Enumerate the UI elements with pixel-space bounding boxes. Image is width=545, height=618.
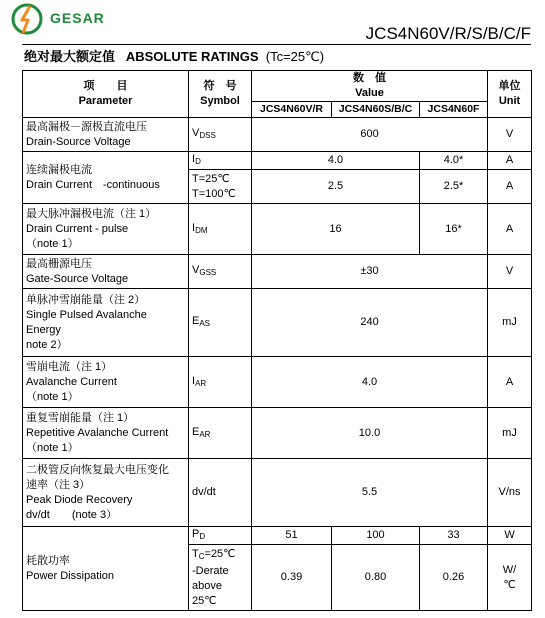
variant-f: JCS4N60F bbox=[420, 102, 488, 118]
unit-id-100: A bbox=[488, 170, 532, 204]
header-symbol: 符 号 Symbol bbox=[189, 71, 252, 118]
value-eas: 240 bbox=[252, 289, 488, 357]
table-row bbox=[23, 118, 532, 152]
model-number: JCS4N60V/R/S/B/C/F bbox=[365, 24, 531, 43]
table-row bbox=[23, 408, 532, 459]
gesar-logo-icon bbox=[10, 2, 44, 36]
table-row bbox=[23, 152, 532, 170]
value-iar: 4.0 bbox=[252, 357, 488, 408]
param-vdss: 最高漏极－源极直流电压 Drain-Source Voltage bbox=[23, 118, 189, 152]
unit-ear: mJ bbox=[488, 408, 532, 459]
value-dvdt: 5.5 bbox=[252, 459, 488, 527]
section-title-en: ABSOLUTE RATINGS bbox=[125, 49, 259, 64]
value-vgss: ±30 bbox=[252, 255, 488, 289]
value-ear: 10.0 bbox=[252, 408, 488, 459]
symbol-eas: $E_{AS}$ bbox=[189, 289, 252, 357]
header-parameter: 项 目 Parameter bbox=[23, 71, 189, 118]
symbol-idm: $I_{DM}$ bbox=[189, 204, 252, 255]
header-divider bbox=[22, 44, 531, 45]
variant-s-b-c: JCS4N60S/B/C bbox=[332, 102, 420, 118]
unit-vdss: V bbox=[488, 118, 532, 152]
unit-iar: A bbox=[488, 357, 532, 408]
derate-pd-f: 0.26 bbox=[420, 545, 488, 611]
symbol-vgss: $V_{GSS}$ bbox=[189, 255, 252, 289]
value-id-100-f: 2.5* bbox=[420, 170, 488, 204]
symbol-iar: $I_{AR}$ bbox=[189, 357, 252, 408]
symbol-id: $I_D$ bbox=[189, 152, 252, 170]
header-unit: 单位 Unit bbox=[488, 71, 532, 118]
value-pd-v-r: 51 bbox=[252, 527, 332, 545]
param-eas: 单脉冲雪崩能量（注 2） Single Pulsed Avalanche Energy note 2） bbox=[23, 289, 189, 357]
section-title-cn: 绝对最大额定值 bbox=[24, 49, 116, 64]
unit-dvdt: V/ns bbox=[488, 459, 532, 527]
param-id: 连续漏极电流 Drain Current -continuous bbox=[23, 152, 189, 204]
param-ear: 重复雪崩能量（注 1） Repetitive Avalanche Current （note 1） bbox=[23, 408, 189, 459]
table-row bbox=[23, 459, 532, 527]
derate-pd-s-b-c: 0.80 bbox=[332, 545, 420, 611]
table-row bbox=[23, 527, 532, 545]
variant-v-r: JCS4N60V/R bbox=[252, 102, 332, 118]
value-vdss: 600 bbox=[252, 118, 488, 152]
param-pd: 耗散功率 Power Dissipation bbox=[23, 527, 189, 611]
table-row bbox=[23, 357, 532, 408]
table-row bbox=[23, 204, 532, 255]
unit-eas: mJ bbox=[488, 289, 532, 357]
unit-derate: W/ ℃ bbox=[488, 545, 532, 611]
param-dvdt: 二极管反向恢复最大电压变化 速率（注 3） Peak Diode Recovery dv/dt (note 3） bbox=[23, 459, 189, 527]
derate-pd-v-r: 0.39 bbox=[252, 545, 332, 611]
table-row bbox=[23, 255, 532, 289]
symbol-pd: $P_D$ bbox=[189, 527, 252, 545]
unit-vgss: V bbox=[488, 255, 532, 289]
unit-idm: A bbox=[488, 204, 532, 255]
brand-name: GESAR bbox=[50, 10, 105, 26]
value-pd-f: 33 bbox=[420, 527, 488, 545]
unit-pd: W bbox=[488, 527, 532, 545]
value-idm-f: 16* bbox=[420, 204, 488, 255]
symbol-dvdt: dv/dt bbox=[189, 459, 252, 527]
cond-pd-derate: $T_C=25℃$ -Derate above 25℃ bbox=[189, 545, 252, 611]
value-id-100: 2.5 bbox=[252, 170, 420, 204]
param-iar: 雪崩电流（注 1） Avalanche Current （note 1） bbox=[23, 357, 189, 408]
param-vgss: 最高栅源电压 Gate-Source Voltage bbox=[23, 255, 189, 289]
absolute-ratings-table bbox=[22, 70, 532, 611]
table-row bbox=[23, 289, 532, 357]
table-header-row bbox=[23, 71, 532, 102]
header-value: 数 值 Value bbox=[252, 71, 488, 102]
param-idm: 最大脉冲漏极电流（注 1） Drain Current - pulse （note 1） bbox=[23, 204, 189, 255]
section-condition: (Tc=25℃) bbox=[265, 49, 325, 64]
section-heading bbox=[24, 46, 324, 65]
cond-id-temps: T=25℃ T=100℃ bbox=[189, 170, 252, 204]
value-pd-s-b-c: 100 bbox=[332, 527, 420, 545]
symbol-vdss: $V_{DSS}$ bbox=[189, 118, 252, 152]
value-id-25: 4.0 bbox=[252, 152, 420, 170]
unit-id-25: A bbox=[488, 152, 532, 170]
value-id-25-f: 4.0* bbox=[420, 152, 488, 170]
symbol-ear: $E_{AR}$ bbox=[189, 408, 252, 459]
value-idm: 16 bbox=[252, 204, 420, 255]
